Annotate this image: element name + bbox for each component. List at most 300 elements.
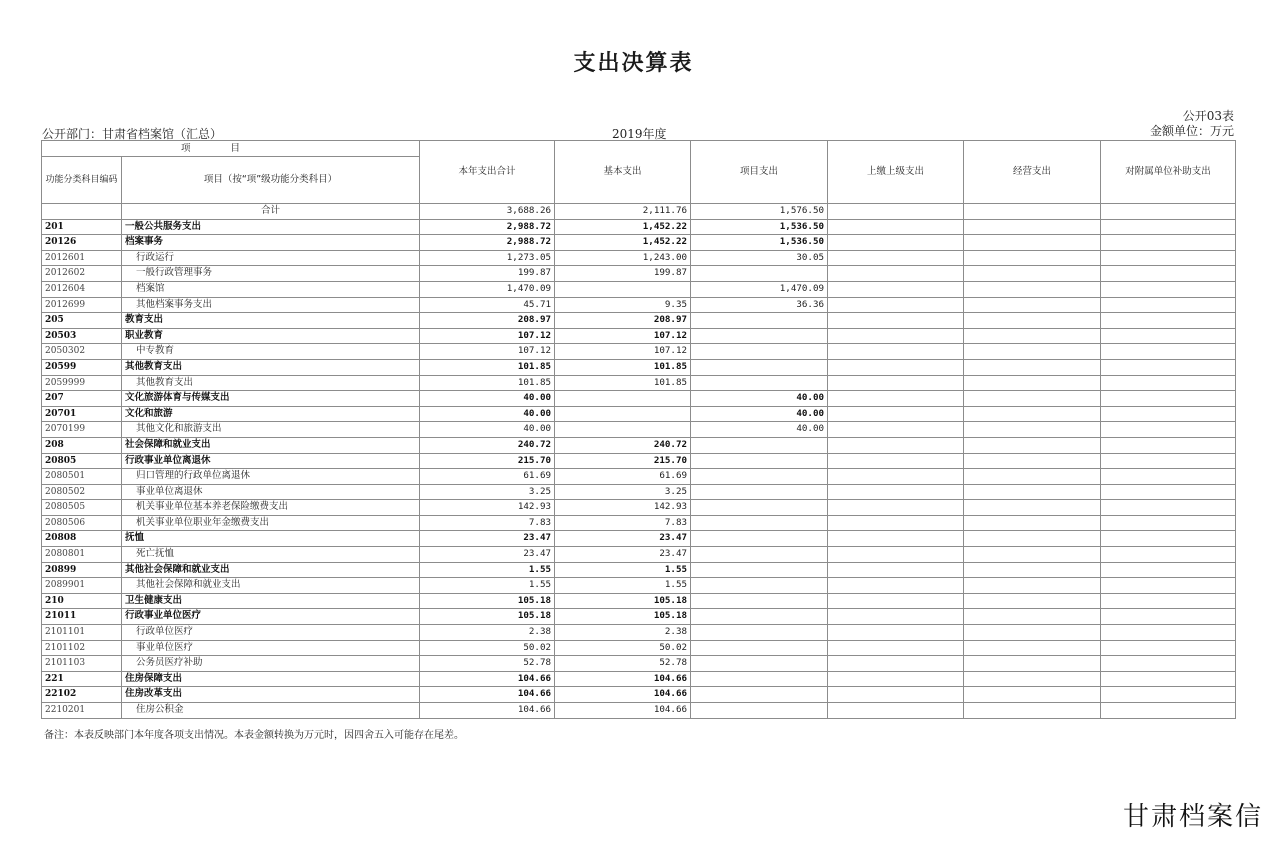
code-cell: 20808: [42, 531, 122, 547]
table-row: [42, 313, 1236, 329]
name-cell: 行政事业单位离退休: [122, 453, 420, 469]
subsidy-cell: [1101, 562, 1236, 578]
basic-cell: 23.47: [555, 547, 691, 563]
table-row: [42, 578, 1236, 594]
basic-cell: 2,111.76: [555, 204, 691, 220]
business-cell: [964, 219, 1101, 235]
subsidy-cell: [1101, 671, 1236, 687]
subsidy-cell: [1101, 593, 1236, 609]
table-row: [42, 562, 1236, 578]
table-row: [42, 656, 1236, 672]
code-cell: 205: [42, 313, 122, 329]
subsidy-cell: [1101, 469, 1236, 485]
total-cell: 101.85: [420, 359, 555, 375]
table-row: [42, 391, 1236, 407]
col-header-project: 项目支出: [691, 141, 828, 204]
subsidy-cell: [1101, 281, 1236, 297]
name-cell: 其他社会保障和就业支出: [122, 562, 420, 578]
project-cell: [691, 687, 828, 703]
name-cell: 归口管理的行政单位离退休: [122, 469, 420, 485]
total-cell: 105.18: [420, 593, 555, 609]
code-cell: 22102: [42, 687, 122, 703]
business-cell: [964, 281, 1101, 297]
total-cell: 104.66: [420, 687, 555, 703]
business-cell: [964, 593, 1101, 609]
total-cell: 107.12: [420, 328, 555, 344]
total-cell: 23.47: [420, 531, 555, 547]
project-cell: [691, 313, 828, 329]
table-row: [42, 671, 1236, 687]
business-cell: [964, 375, 1101, 391]
subsidy-cell: [1101, 235, 1236, 251]
upper-cell: [828, 328, 964, 344]
name-cell: 职业教育: [122, 328, 420, 344]
project-cell: 1,576.50: [691, 204, 828, 220]
project-cell: [691, 469, 828, 485]
subsidy-cell: [1101, 250, 1236, 266]
upper-cell: [828, 422, 964, 438]
business-cell: [964, 515, 1101, 531]
upper-cell: [828, 500, 964, 516]
basic-cell: [555, 422, 691, 438]
upper-cell: [828, 219, 964, 235]
subsidy-cell: [1101, 531, 1236, 547]
basic-cell: 1,452.22: [555, 219, 691, 235]
subsidy-cell: [1101, 437, 1236, 453]
project-cell: [691, 609, 828, 625]
upper-cell: [828, 562, 964, 578]
upper-cell: [828, 687, 964, 703]
total-cell: 107.12: [420, 344, 555, 360]
table-row: [42, 204, 1236, 220]
total-cell: 2,988.72: [420, 219, 555, 235]
basic-cell: 105.18: [555, 609, 691, 625]
code-cell: 2101103: [42, 656, 122, 672]
col-header-business: 经营支出: [964, 141, 1101, 204]
total-cell: 142.93: [420, 500, 555, 516]
code-cell: 2080502: [42, 484, 122, 500]
code-cell: 2012604: [42, 281, 122, 297]
table-row: [42, 531, 1236, 547]
table-row: [42, 437, 1236, 453]
table-row: [42, 266, 1236, 282]
project-cell: [691, 625, 828, 641]
total-cell: 1,470.09: [420, 281, 555, 297]
name-cell: 档案馆: [122, 281, 420, 297]
upper-cell: [828, 609, 964, 625]
project-cell: 1,470.09: [691, 281, 828, 297]
business-cell: [964, 640, 1101, 656]
name-cell: 其他档案事务支出: [122, 297, 420, 313]
total-cell: 105.18: [420, 609, 555, 625]
code-cell: 2012699: [42, 297, 122, 313]
name-cell: 一般行政管理事务: [122, 266, 420, 282]
name-cell: 机关事业单位职业年金缴费支出: [122, 515, 420, 531]
subsidy-cell: [1101, 656, 1236, 672]
business-cell: [964, 313, 1101, 329]
total-cell: 40.00: [420, 391, 555, 407]
business-cell: [964, 703, 1101, 719]
basic-cell: 104.66: [555, 671, 691, 687]
total-cell: 52.78: [420, 656, 555, 672]
subsidy-cell: [1101, 359, 1236, 375]
project-cell: [691, 500, 828, 516]
name-cell: 文化和旅游: [122, 406, 420, 422]
business-cell: [964, 344, 1101, 360]
name-cell: 事业单位离退休: [122, 484, 420, 500]
basic-cell: 7.83: [555, 515, 691, 531]
upper-cell: [828, 437, 964, 453]
project-cell: [691, 703, 828, 719]
upper-cell: [828, 250, 964, 266]
upper-cell: [828, 484, 964, 500]
total-cell: 2,988.72: [420, 235, 555, 251]
total-cell: 23.47: [420, 547, 555, 563]
code-cell: 2012601: [42, 250, 122, 266]
business-cell: [964, 297, 1101, 313]
group-header: 项目: [42, 141, 420, 157]
project-cell: [691, 437, 828, 453]
name-cell: 公务员医疗补助: [122, 656, 420, 672]
name-cell: 其他教育支出: [122, 359, 420, 375]
name-cell: 文化旅游体育与传媒支出: [122, 391, 420, 407]
business-cell: [964, 469, 1101, 485]
subsidy-cell: [1101, 313, 1236, 329]
name-cell: 卫生健康支出: [122, 593, 420, 609]
basic-cell: 142.93: [555, 500, 691, 516]
subsidy-cell: [1101, 609, 1236, 625]
total-cell: 215.70: [420, 453, 555, 469]
business-cell: [964, 484, 1101, 500]
code-cell: 207: [42, 391, 122, 407]
table-row: [42, 281, 1236, 297]
business-cell: [964, 406, 1101, 422]
name-cell: 事业单位医疗: [122, 640, 420, 656]
project-cell: [691, 593, 828, 609]
code-cell: 221: [42, 671, 122, 687]
basic-cell: 240.72: [555, 437, 691, 453]
basic-cell: 208.97: [555, 313, 691, 329]
code-cell: 208: [42, 437, 122, 453]
business-cell: [964, 328, 1101, 344]
basic-cell: 215.70: [555, 453, 691, 469]
name-cell: 住房公积金: [122, 703, 420, 719]
upper-cell: [828, 391, 964, 407]
code-cell: 2070199: [42, 422, 122, 438]
subsidy-cell: [1101, 391, 1236, 407]
table-row: [42, 297, 1236, 313]
basic-cell: 1.55: [555, 562, 691, 578]
table-row: [42, 375, 1236, 391]
basic-cell: 23.47: [555, 531, 691, 547]
name-cell: 社会保障和就业支出: [122, 437, 420, 453]
table-row: [42, 625, 1236, 641]
subsidy-cell: [1101, 515, 1236, 531]
code-cell: 2210201: [42, 703, 122, 719]
basic-cell: 61.69: [555, 469, 691, 485]
code-cell: 20503: [42, 328, 122, 344]
code-cell: 20126: [42, 235, 122, 251]
name-cell: 合计: [122, 204, 420, 220]
business-cell: [964, 266, 1101, 282]
business-cell: [964, 671, 1101, 687]
business-cell: [964, 204, 1101, 220]
name-cell: 抚恤: [122, 531, 420, 547]
name-cell: 行政事业单位医疗: [122, 609, 420, 625]
business-cell: [964, 562, 1101, 578]
code-cell: 20599: [42, 359, 122, 375]
code-cell: 2059999: [42, 375, 122, 391]
total-cell: 45.71: [420, 297, 555, 313]
total-cell: 101.85: [420, 375, 555, 391]
basic-cell: [555, 281, 691, 297]
total-cell: 1,273.05: [420, 250, 555, 266]
code-cell: 2080505: [42, 500, 122, 516]
total-cell: 1.55: [420, 562, 555, 578]
upper-cell: [828, 547, 964, 563]
project-cell: [691, 359, 828, 375]
upper-cell: [828, 344, 964, 360]
business-cell: [964, 235, 1101, 251]
project-cell: [691, 656, 828, 672]
code-cell: 2080506: [42, 515, 122, 531]
table-row: [42, 609, 1236, 625]
upper-cell: [828, 469, 964, 485]
upper-cell: [828, 359, 964, 375]
business-cell: [964, 625, 1101, 641]
table-row: [42, 344, 1236, 360]
project-cell: [691, 484, 828, 500]
upper-cell: [828, 313, 964, 329]
upper-cell: [828, 453, 964, 469]
col-header-code: 功能分类科目编码: [42, 157, 122, 204]
total-cell: 240.72: [420, 437, 555, 453]
subsidy-cell: [1101, 640, 1236, 656]
business-cell: [964, 547, 1101, 563]
code-cell: 210: [42, 593, 122, 609]
total-cell: 104.66: [420, 671, 555, 687]
project-cell: [691, 671, 828, 687]
table-row: [42, 469, 1236, 485]
project-cell: [691, 531, 828, 547]
code-cell: [42, 204, 122, 220]
project-cell: 40.00: [691, 406, 828, 422]
subsidy-cell: [1101, 297, 1236, 313]
department-label: 公开部门：甘肃省档案馆（汇总）: [42, 127, 223, 141]
business-cell: [964, 500, 1101, 516]
project-cell: 30.05: [691, 250, 828, 266]
upper-cell: [828, 531, 964, 547]
upper-cell: [828, 656, 964, 672]
name-cell: 一般公共服务支出: [122, 219, 420, 235]
name-cell: 死亡抚恤: [122, 547, 420, 563]
subsidy-cell: [1101, 484, 1236, 500]
project-cell: [691, 328, 828, 344]
basic-cell: 104.66: [555, 703, 691, 719]
code-cell: 2101102: [42, 640, 122, 656]
basic-cell: 52.78: [555, 656, 691, 672]
project-cell: 40.00: [691, 422, 828, 438]
name-cell: 教育支出: [122, 313, 420, 329]
code-cell: 201: [42, 219, 122, 235]
table-body: [42, 204, 1236, 719]
total-cell: 40.00: [420, 422, 555, 438]
table-row: [42, 328, 1236, 344]
basic-cell: 9.35: [555, 297, 691, 313]
code-cell: 2050302: [42, 344, 122, 360]
code-cell: 21011: [42, 609, 122, 625]
project-cell: [691, 375, 828, 391]
subsidy-cell: [1101, 344, 1236, 360]
total-cell: 208.97: [420, 313, 555, 329]
basic-cell: [555, 406, 691, 422]
business-cell: [964, 422, 1101, 438]
upper-cell: [828, 281, 964, 297]
name-cell: 住房改革支出: [122, 687, 420, 703]
amount-unit: 金额单位：万元: [1149, 124, 1234, 138]
total-cell: 2.38: [420, 625, 555, 641]
col-header-name: 项目（按“项”级功能分类科目）: [122, 157, 420, 204]
subsidy-cell: [1101, 578, 1236, 594]
subsidy-cell: [1101, 625, 1236, 641]
upper-cell: [828, 625, 964, 641]
table-row: [42, 547, 1236, 563]
code-cell: 2080501: [42, 469, 122, 485]
upper-cell: [828, 640, 964, 656]
table-row: [42, 453, 1236, 469]
total-cell: 7.83: [420, 515, 555, 531]
basic-cell: 50.02: [555, 640, 691, 656]
table-row: [42, 235, 1236, 251]
business-cell: [964, 250, 1101, 266]
name-cell: 其他文化和旅游支出: [122, 422, 420, 438]
code-cell: 20805: [42, 453, 122, 469]
table-row: [42, 703, 1236, 719]
project-cell: 1,536.50: [691, 219, 828, 235]
code-cell: 2101101: [42, 625, 122, 641]
subsidy-cell: [1101, 204, 1236, 220]
col-header-upper: 上缴上级支出: [828, 141, 964, 204]
basic-cell: 2.38: [555, 625, 691, 641]
subsidy-cell: [1101, 547, 1236, 563]
name-cell: 档案事务: [122, 235, 420, 251]
subsidy-cell: [1101, 266, 1236, 282]
subsidy-cell: [1101, 703, 1236, 719]
upper-cell: [828, 297, 964, 313]
table-row: [42, 687, 1236, 703]
table-row: [42, 640, 1236, 656]
subsidy-cell: [1101, 219, 1236, 235]
business-cell: [964, 453, 1101, 469]
page-title: 支出决算表: [573, 51, 694, 76]
subsidy-cell: [1101, 500, 1236, 516]
project-cell: [691, 344, 828, 360]
basic-cell: 105.18: [555, 593, 691, 609]
total-cell: 199.87: [420, 266, 555, 282]
basic-cell: 104.66: [555, 687, 691, 703]
col-header-subsidy: 对附属单位补助支出: [1101, 141, 1236, 204]
total-cell: 40.00: [420, 406, 555, 422]
subsidy-cell: [1101, 328, 1236, 344]
business-cell: [964, 578, 1101, 594]
upper-cell: [828, 266, 964, 282]
basic-cell: 3.25: [555, 484, 691, 500]
table-row: [42, 515, 1236, 531]
table-row: [42, 359, 1236, 375]
basic-cell: 1,452.22: [555, 235, 691, 251]
table-row: [42, 484, 1236, 500]
total-cell: 50.02: [420, 640, 555, 656]
table-row: [42, 219, 1236, 235]
business-cell: [964, 609, 1101, 625]
code-cell: 20701: [42, 406, 122, 422]
project-cell: [691, 515, 828, 531]
upper-cell: [828, 406, 964, 422]
table-row: [42, 406, 1236, 422]
subsidy-cell: [1101, 422, 1236, 438]
upper-cell: [828, 671, 964, 687]
total-cell: 3,688.26: [420, 204, 555, 220]
total-cell: 1.55: [420, 578, 555, 594]
project-cell: 1,536.50: [691, 235, 828, 251]
project-cell: 36.36: [691, 297, 828, 313]
basic-cell: 1.55: [555, 578, 691, 594]
upper-cell: [828, 235, 964, 251]
name-cell: 住房保障支出: [122, 671, 420, 687]
project-cell: [691, 453, 828, 469]
project-cell: [691, 266, 828, 282]
business-cell: [964, 437, 1101, 453]
upper-cell: [828, 578, 964, 594]
form-number: 公开03表: [1182, 109, 1234, 123]
total-cell: 104.66: [420, 703, 555, 719]
table-row: [42, 593, 1236, 609]
table-row: [42, 250, 1236, 266]
table-row: [42, 422, 1236, 438]
basic-cell: [555, 391, 691, 407]
footnote: 备注：本表反映部门本年度各项支出情况。本表金额转换为万元时，因四舍五入可能存在尾差。: [44, 730, 464, 741]
name-cell: 行政单位医疗: [122, 625, 420, 641]
basic-cell: 107.12: [555, 328, 691, 344]
name-cell: 行政运行: [122, 250, 420, 266]
project-cell: 40.00: [691, 391, 828, 407]
project-cell: [691, 640, 828, 656]
basic-cell: 101.85: [555, 375, 691, 391]
fiscal-year: 2019年度: [612, 127, 667, 141]
subsidy-cell: [1101, 453, 1236, 469]
total-cell: 61.69: [420, 469, 555, 485]
expenditure-table: [41, 140, 1236, 719]
business-cell: [964, 391, 1101, 407]
name-cell: 其他社会保障和就业支出: [122, 578, 420, 594]
basic-cell: 107.12: [555, 344, 691, 360]
table-row: [42, 500, 1236, 516]
code-cell: 2012602: [42, 266, 122, 282]
business-cell: [964, 656, 1101, 672]
name-cell: 其他教育支出: [122, 375, 420, 391]
upper-cell: [828, 593, 964, 609]
basic-cell: 199.87: [555, 266, 691, 282]
project-cell: [691, 578, 828, 594]
upper-cell: [828, 703, 964, 719]
business-cell: [964, 687, 1101, 703]
name-cell: 机关事业单位基本养老保险缴费支出: [122, 500, 420, 516]
basic-cell: 1,243.00: [555, 250, 691, 266]
col-header-total: 本年支出合计: [420, 141, 555, 204]
business-cell: [964, 531, 1101, 547]
col-header-basic: 基本支出: [555, 141, 691, 204]
watermark-text: 甘肃档案信: [1122, 802, 1263, 832]
